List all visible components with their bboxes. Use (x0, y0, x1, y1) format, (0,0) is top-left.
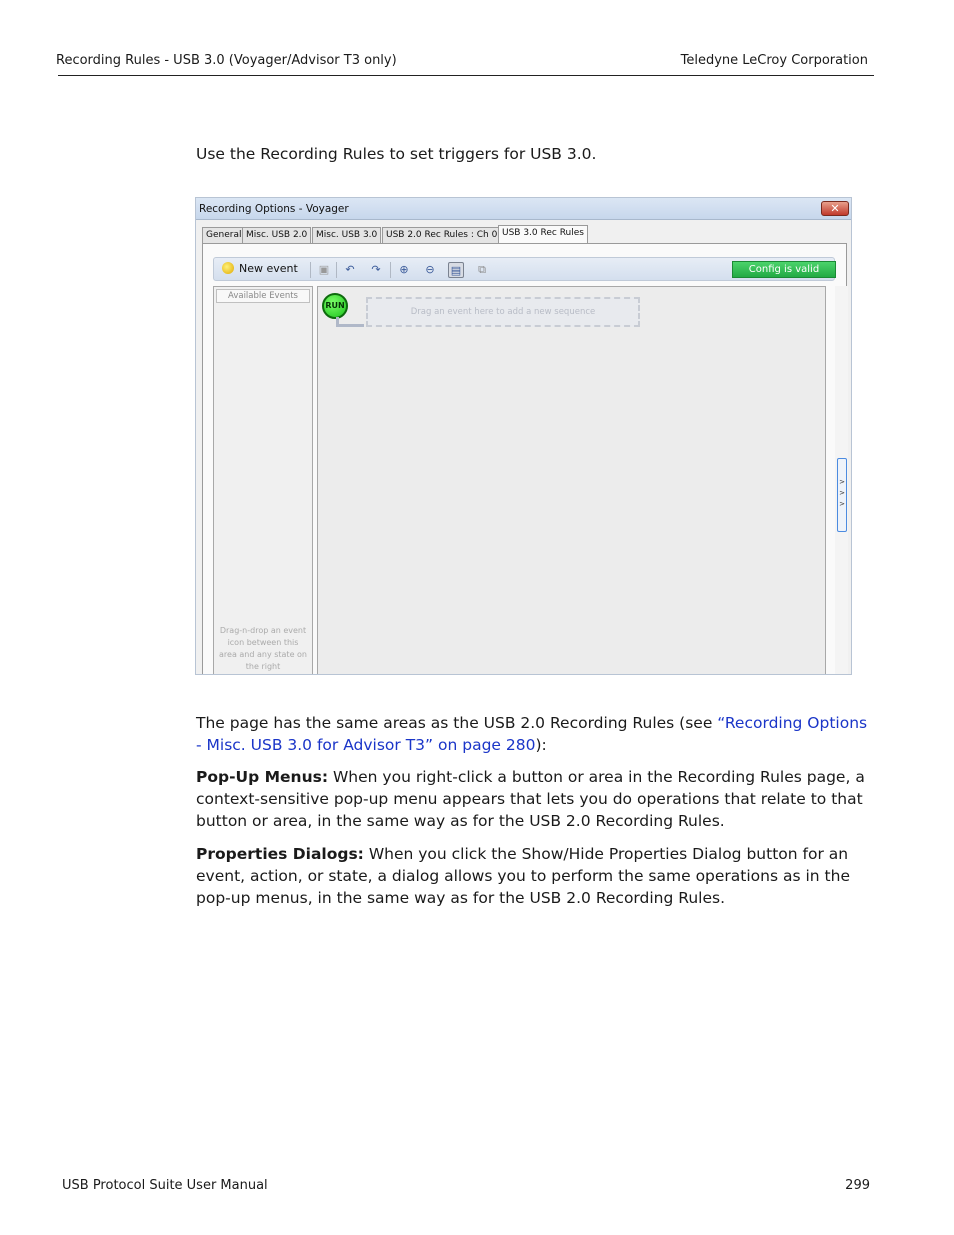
running-header-title: Recording Rules - USB 3.0 (Voyager/Advisor T3 only) (56, 53, 397, 68)
properties-rail (835, 286, 848, 675)
dialog-title-bar (196, 198, 851, 220)
rules-canvas[interactable] (317, 286, 826, 675)
areas-paragraph (196, 712, 872, 756)
areas-text-after: ): (535, 736, 547, 754)
export-icon[interactable]: ⧉ (478, 263, 486, 276)
new-event-label: New event (239, 262, 298, 275)
dialog-title: Recording Options - Voyager (199, 203, 349, 215)
new-event-icon (222, 262, 234, 274)
properties-dialogs-term: Properties Dialogs: (196, 845, 364, 863)
toolbar-separator (390, 262, 391, 278)
tab-misc-usb-2[interactable]: Misc. USB 2.0 (242, 227, 311, 243)
recording-options-link[interactable]: “Recording Options - Misc. USB 3.0 for Advisor T3” on page 280 (196, 714, 868, 754)
zoom-out-icon[interactable]: ⊖ (425, 263, 435, 276)
running-header-company: Teledyne LeCroy Corporation (680, 53, 868, 68)
intro-paragraph: Use the Recording Rules to set triggers for USB 3.0. (196, 145, 597, 163)
sequence-arrow (336, 317, 364, 327)
toolbar-separator (336, 262, 337, 278)
popup-menus-paragraph (196, 766, 872, 832)
camera-icon[interactable]: ▣ (318, 263, 330, 276)
available-events-header: Available Events (216, 289, 310, 303)
properties-dialogs-paragraph (196, 843, 872, 909)
tab-usb-3-rec-rules[interactable]: USB 3.0 Rec Rules (498, 225, 588, 244)
page-number: 299 (845, 1178, 870, 1193)
properties-dialog-icon[interactable]: ▤ (448, 262, 464, 278)
close-icon[interactable]: ✕ (821, 201, 849, 216)
areas-text-before: The page has the same areas as the USB 2.0 Recording Rules (see (196, 714, 718, 732)
tab-general[interactable]: General (202, 227, 245, 243)
new-sequence-drop-zone[interactable]: Drag an event here to add a new sequence (366, 297, 640, 327)
tab-usb-2-rec-rules[interactable]: USB 2.0 Rec Rules : Ch 0 (382, 227, 501, 243)
available-events-pane[interactable] (213, 286, 313, 675)
popup-menus-text: When you right-click a button or area in the Recording Rules page, a context-sensitive pop-up menu appears that lets you do operations that relate to that button or area, in the same way as for the USB 2.0 Recording Rules. (196, 768, 865, 830)
config-status-badge: Config is valid (732, 261, 836, 278)
recording-options-dialog-screenshot (195, 197, 852, 675)
redo-icon[interactable]: ↷ (371, 263, 381, 276)
expand-handle[interactable]: > > > (837, 458, 847, 532)
zoom-in-icon[interactable]: ⊕ (399, 263, 409, 276)
toolbar-separator (310, 262, 311, 278)
tab-misc-usb-3[interactable]: Misc. USB 3.0 (312, 227, 381, 243)
rules-toolbar (213, 257, 835, 281)
events-hint-text: Drag-n-drop an event icon between this area and any state on the right (219, 626, 307, 671)
properties-dialogs-text: When you click the Show/Hide Properties Dialog button for an event, action, or state, a dialog allows you to perform the same operations as in the pop-up menus, in the same way as for the USB 2.0 Recording Rules. (196, 845, 850, 907)
footer-title: USB Protocol Suite User Manual (62, 1178, 268, 1193)
rec-rules-panel (202, 243, 847, 675)
popup-menus-term: Pop-Up Menus: (196, 768, 329, 786)
run-state-node[interactable]: RUN (322, 293, 348, 319)
new-event-button[interactable] (222, 262, 298, 275)
undo-icon[interactable]: ↶ (345, 263, 355, 276)
header-divider (58, 75, 874, 76)
